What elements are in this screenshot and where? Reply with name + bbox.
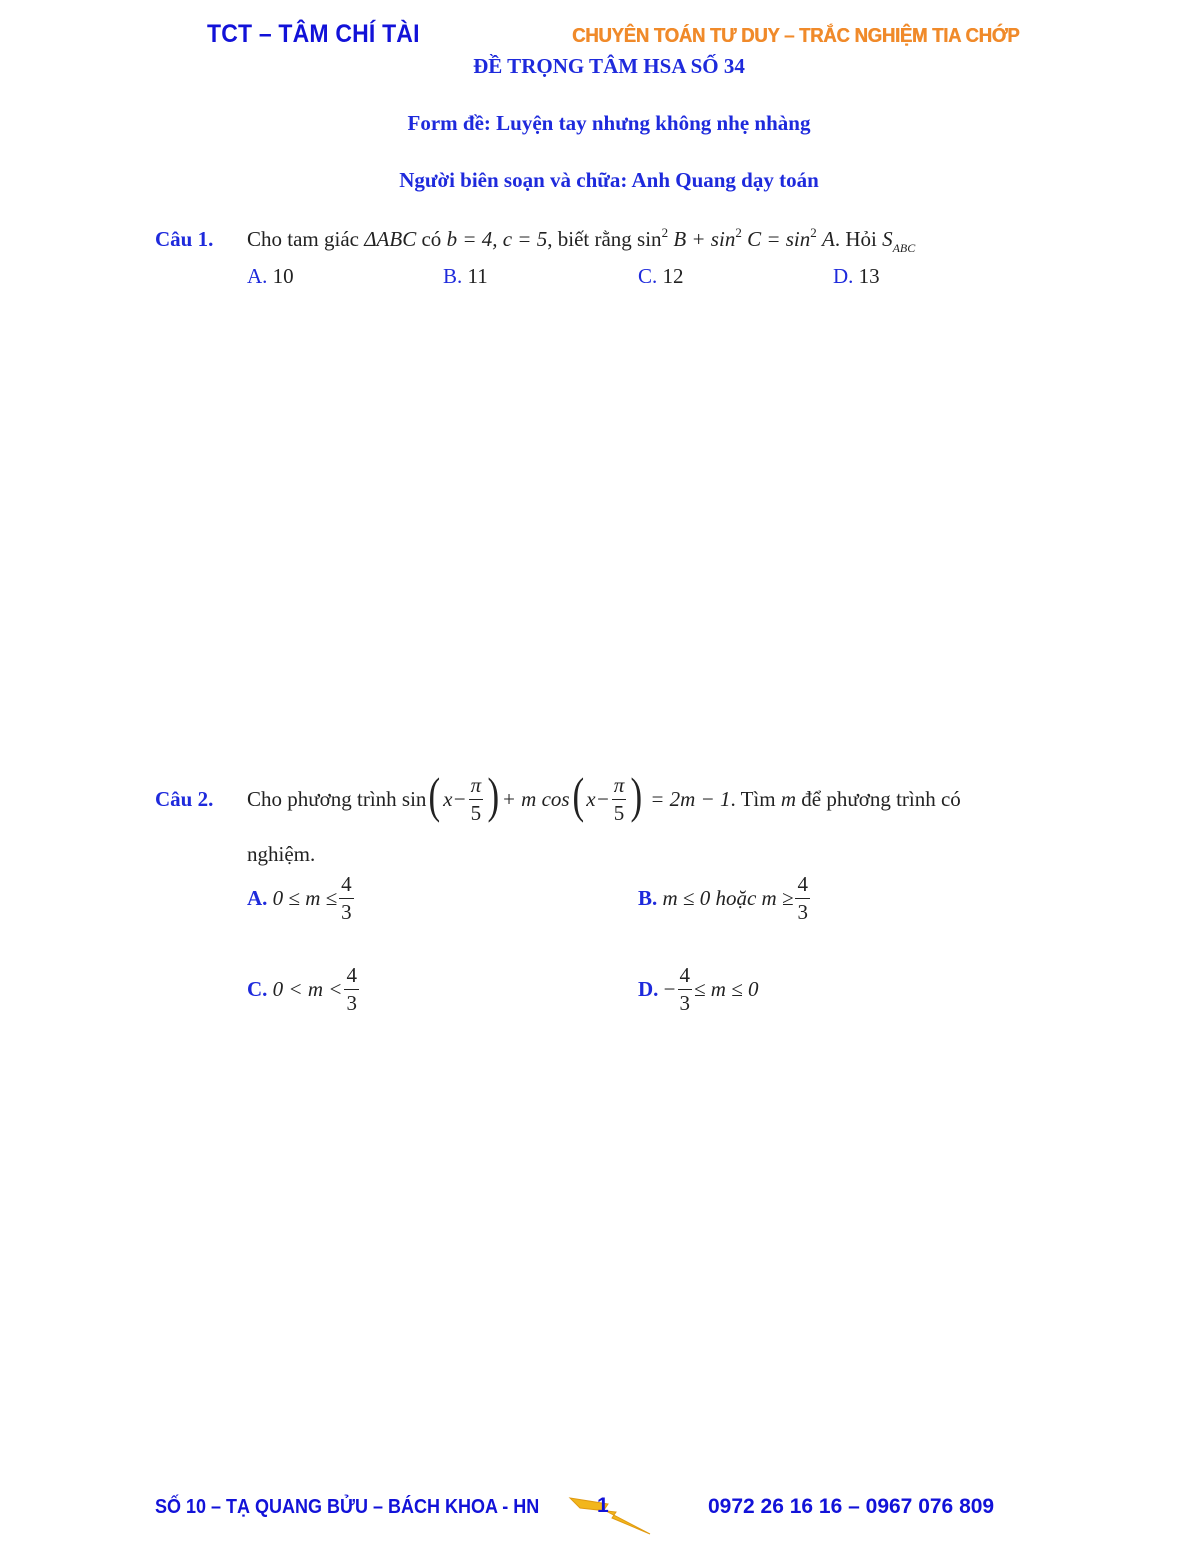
q1-option-c-letter: C.: [638, 264, 658, 288]
lightning-bolt-icon: [568, 1490, 658, 1538]
q1-sq-3: 2: [810, 225, 817, 240]
q1-option-d-letter: D.: [833, 264, 854, 288]
q2-option-c-num: 4: [344, 965, 359, 990]
q1-option-a-letter: A.: [247, 264, 268, 288]
q2-paren-close-1: ): [487, 767, 500, 823]
page-number: 1: [597, 1494, 609, 1517]
q1-ask: . Hỏi: [834, 227, 877, 251]
q2-frac-1-den: 5: [470, 800, 482, 825]
q2-frac-1-num: π: [469, 775, 484, 800]
q1-option-c[interactable]: [638, 264, 684, 289]
q2-option-c[interactable]: [247, 965, 361, 1014]
q2-option-a-frac: [339, 874, 354, 923]
q2-text-c: để phương trình có: [801, 786, 961, 811]
q1-sq-2: 2: [735, 225, 742, 240]
q2-x-minus-1: x−: [443, 786, 467, 811]
q2-sin: sin: [401, 786, 427, 811]
q2-option-b-frac: [795, 874, 810, 923]
q1-option-b[interactable]: [443, 264, 488, 289]
q1-option-d[interactable]: [833, 264, 880, 289]
q1-text-b: có: [421, 227, 442, 251]
q2-option-d-post: ≤ m ≤ 0: [694, 977, 759, 1001]
q1-option-a[interactable]: [247, 264, 294, 289]
q2-text-line2: nghiệm.: [247, 842, 316, 866]
q1-eq-b: B + sin: [673, 227, 736, 251]
q2-text-a: Cho phương trình: [247, 786, 397, 811]
q2-option-a-den: 3: [341, 900, 352, 924]
q1-option-a-value: 10: [272, 264, 294, 288]
q2-paren-close-2: ): [630, 767, 643, 823]
q2-option-c-expr: 0 < m <: [272, 977, 343, 1001]
q2-frac-2-den: 5: [613, 800, 625, 825]
q2-option-d-num: 4: [678, 965, 693, 990]
q2-frac-1: [469, 772, 484, 825]
header-brand: TCT – TÂM CHÍ TÀI: [207, 20, 420, 48]
q1-option-b-value: 11: [467, 264, 488, 288]
q1-triangle: ΔABC: [364, 227, 417, 251]
q2-paren-open-1: (: [428, 767, 441, 823]
question-2-label: Câu 2.: [155, 787, 214, 811]
q2-option-c-letter: C.: [247, 977, 268, 1001]
q1-option-c-value: 12: [662, 264, 684, 288]
q1-area-sub: ABC: [892, 241, 916, 255]
q2-m: m: [780, 786, 797, 811]
q1-text-c: , biết rằng: [547, 227, 632, 251]
q2-option-d-letter: D.: [638, 977, 659, 1001]
q1-option-b-letter: B.: [443, 264, 463, 288]
q2-option-a-letter: A.: [247, 886, 268, 910]
q2-option-d-pre: −: [663, 977, 676, 1001]
q2-option-a-expr: 0 ≤ m ≤: [272, 886, 338, 910]
q2-x-minus-2: x−: [586, 786, 610, 811]
q2-option-d-den: 3: [679, 991, 691, 1015]
question-1-text: [247, 225, 916, 255]
q1-eq-sin: sin: [637, 227, 662, 251]
q2-frac-2-num: π: [612, 775, 627, 800]
exam-form: Form đề: Luyện tay nhưng không nhẹ nhàng: [407, 111, 811, 135]
header-tagline: CHUYÊN TOÁN TƯ DUY – TRẮC NGHIỆM TIA CHỚP: [572, 25, 1020, 47]
q2-option-b[interactable]: [638, 874, 812, 923]
q2-frac-2: [612, 772, 627, 825]
q1-text-a: Cho tam giác: [247, 227, 359, 251]
q2-option-b-den: 3: [797, 900, 808, 924]
q2-rhs: = 2m − 1: [650, 786, 731, 811]
q2-option-d-frac: [678, 965, 693, 1014]
q1-condition: b = 4, c = 5: [446, 227, 548, 251]
q2-option-b-num: 4: [795, 874, 810, 899]
q1-area: S: [882, 227, 893, 251]
question-1-label: Câu 1.: [155, 227, 214, 251]
q2-option-a-num: 4: [339, 874, 354, 899]
q1-sq-1: 2: [661, 225, 669, 240]
q2-option-d[interactable]: [638, 965, 758, 1014]
q2-option-c-den: 3: [346, 991, 357, 1015]
q2-text-b: . Tìm: [730, 786, 776, 811]
q1-eq-c: C = sin: [747, 227, 811, 251]
q2-paren-open-2: (: [572, 767, 584, 823]
q1-eq-a: A: [822, 227, 835, 251]
exam-title: ĐỀ TRỌNG TÂM HSA SỐ 34: [473, 54, 745, 78]
q2-option-c-frac: [344, 965, 359, 1014]
q2-option-a[interactable]: [247, 874, 356, 923]
exam-author: Người biên soạn và chữa: Anh Quang dạy toán: [399, 168, 819, 192]
q2-plus-m: + m cos: [501, 786, 570, 811]
q2-option-b-letter: B.: [638, 886, 658, 910]
q1-option-d-value: 13: [858, 264, 880, 288]
q2-option-b-expr: m ≤ 0 hoặc m ≥: [662, 886, 794, 910]
footer-phone: 0972 26 16 16 – 0967 076 809: [708, 1495, 995, 1518]
question-2-text: [247, 768, 961, 830]
footer-address: SỐ 10 – TẠ QUANG BỬU – BÁCH KHOA - HN: [155, 1496, 540, 1518]
